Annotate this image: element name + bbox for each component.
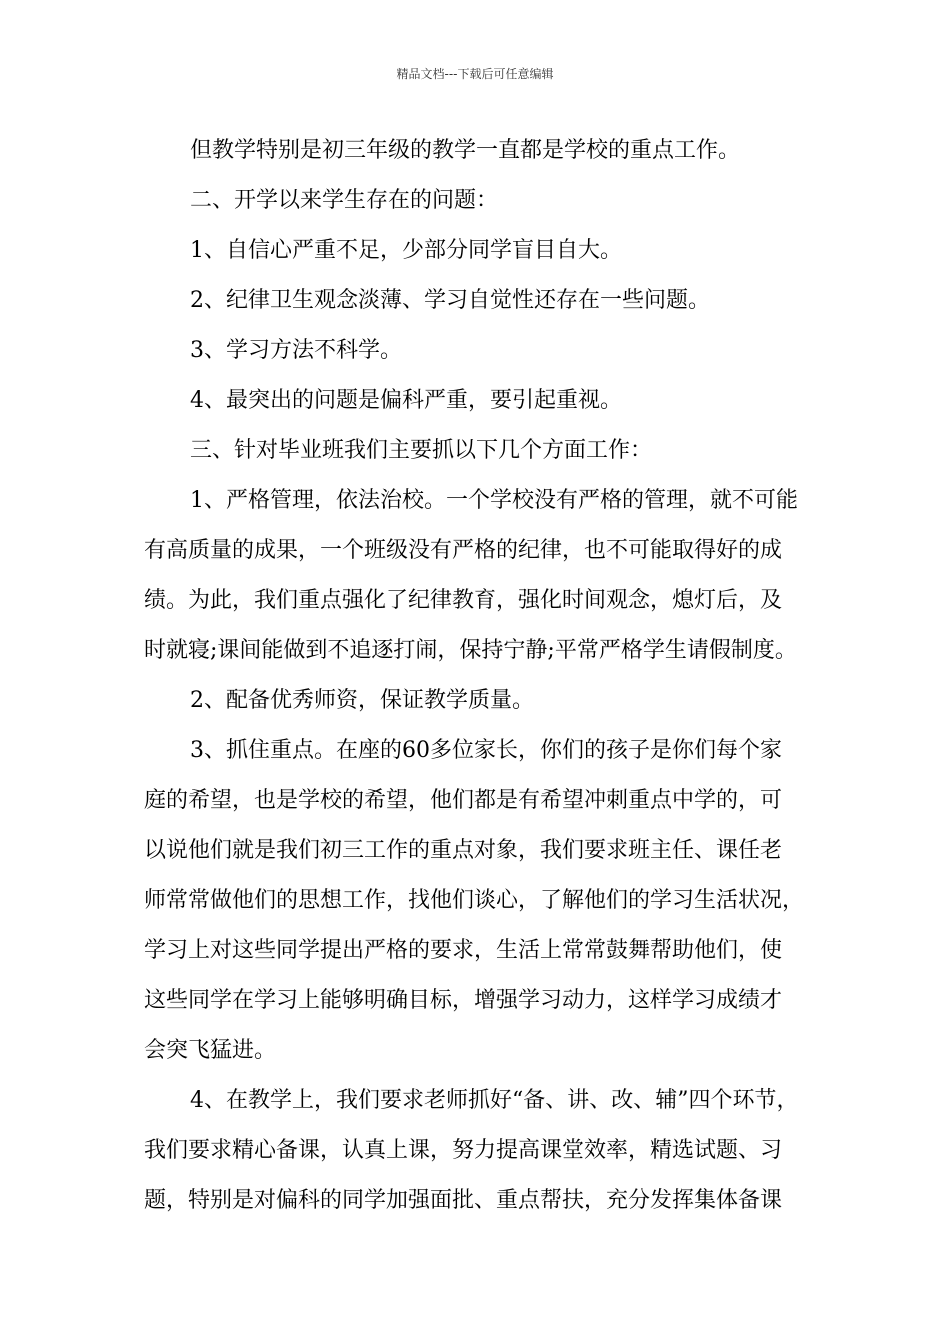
text-line: 有高质量的成果，一个班级没有严格的纪律，也不可能取得好的成 xyxy=(144,538,783,563)
text-line: 2、配备优秀师资，保证教学质量。 xyxy=(190,688,534,713)
section-heading: 三、针对毕业班我们主要抓以下几个方面工作： xyxy=(190,438,653,463)
text-line: 绩。为此，我们重点强化了纪律教育，强化时间观念，熄灯后，及 xyxy=(144,588,783,613)
text-line: 以说他们就是我们初三工作的重点对象，我们要求班主任、课任老 xyxy=(144,838,783,863)
text-line: 题，特别是对偏科的同学加强面批、重点帮扶，充分发挥集体备课 xyxy=(144,1188,783,1213)
text-line: 我们要求精心备课，认真上课，努力提高课堂效率，精选试题、习 xyxy=(144,1138,783,1163)
list-item: 4、最突出的问题是偏科严重，要引起重视。 xyxy=(190,388,622,413)
text-line: 1、严格管理，依法治校。一个学校没有严格的管理，就不可能 xyxy=(190,488,798,513)
section-heading: 二、开学以来学生存在的问题： xyxy=(190,188,499,213)
text-line: 3、抓住重点。在座的60多位家长，你们的孩子是你们每个家 xyxy=(190,738,782,763)
text-line: 学习上对这些同学提出严格的要求，生活上常常鼓舞帮助他们，使 xyxy=(144,938,783,963)
text-line: 会突飞猛进。 xyxy=(144,1038,277,1063)
text-line: 这些同学在学习上能够明确目标，增强学习动力，这样学习成绩才 xyxy=(144,988,783,1013)
text-line: 4、在教学上，我们要求老师抓好“备、讲、改、辅”四个环节， xyxy=(190,1088,799,1113)
list-item: 1、自信心严重不足，少部分同学盲目自大。 xyxy=(190,238,622,263)
text-line: 庭的希望，也是学校的希望，他们都是有希望冲刺重点中学的，可 xyxy=(144,788,783,813)
text-line: 但教学特别是初三年级的教学一直都是学校的重点工作。 xyxy=(190,138,741,163)
list-item: 2、纪律卫生观念淡薄、学习自觉性还存在一些问题。 xyxy=(190,288,710,313)
list-item: 3、学习方法不科学。 xyxy=(190,338,402,363)
text-line: 时就寝;课间能做到不追逐打闹，保持宁静;平常严格学生请假制度。 xyxy=(144,638,797,663)
page-header: 精品文档---下载后可任意编辑 xyxy=(396,67,554,81)
text-line: 师常常做他们的思想工作，找他们谈心，了解他们的学习生活状况， xyxy=(144,888,805,913)
